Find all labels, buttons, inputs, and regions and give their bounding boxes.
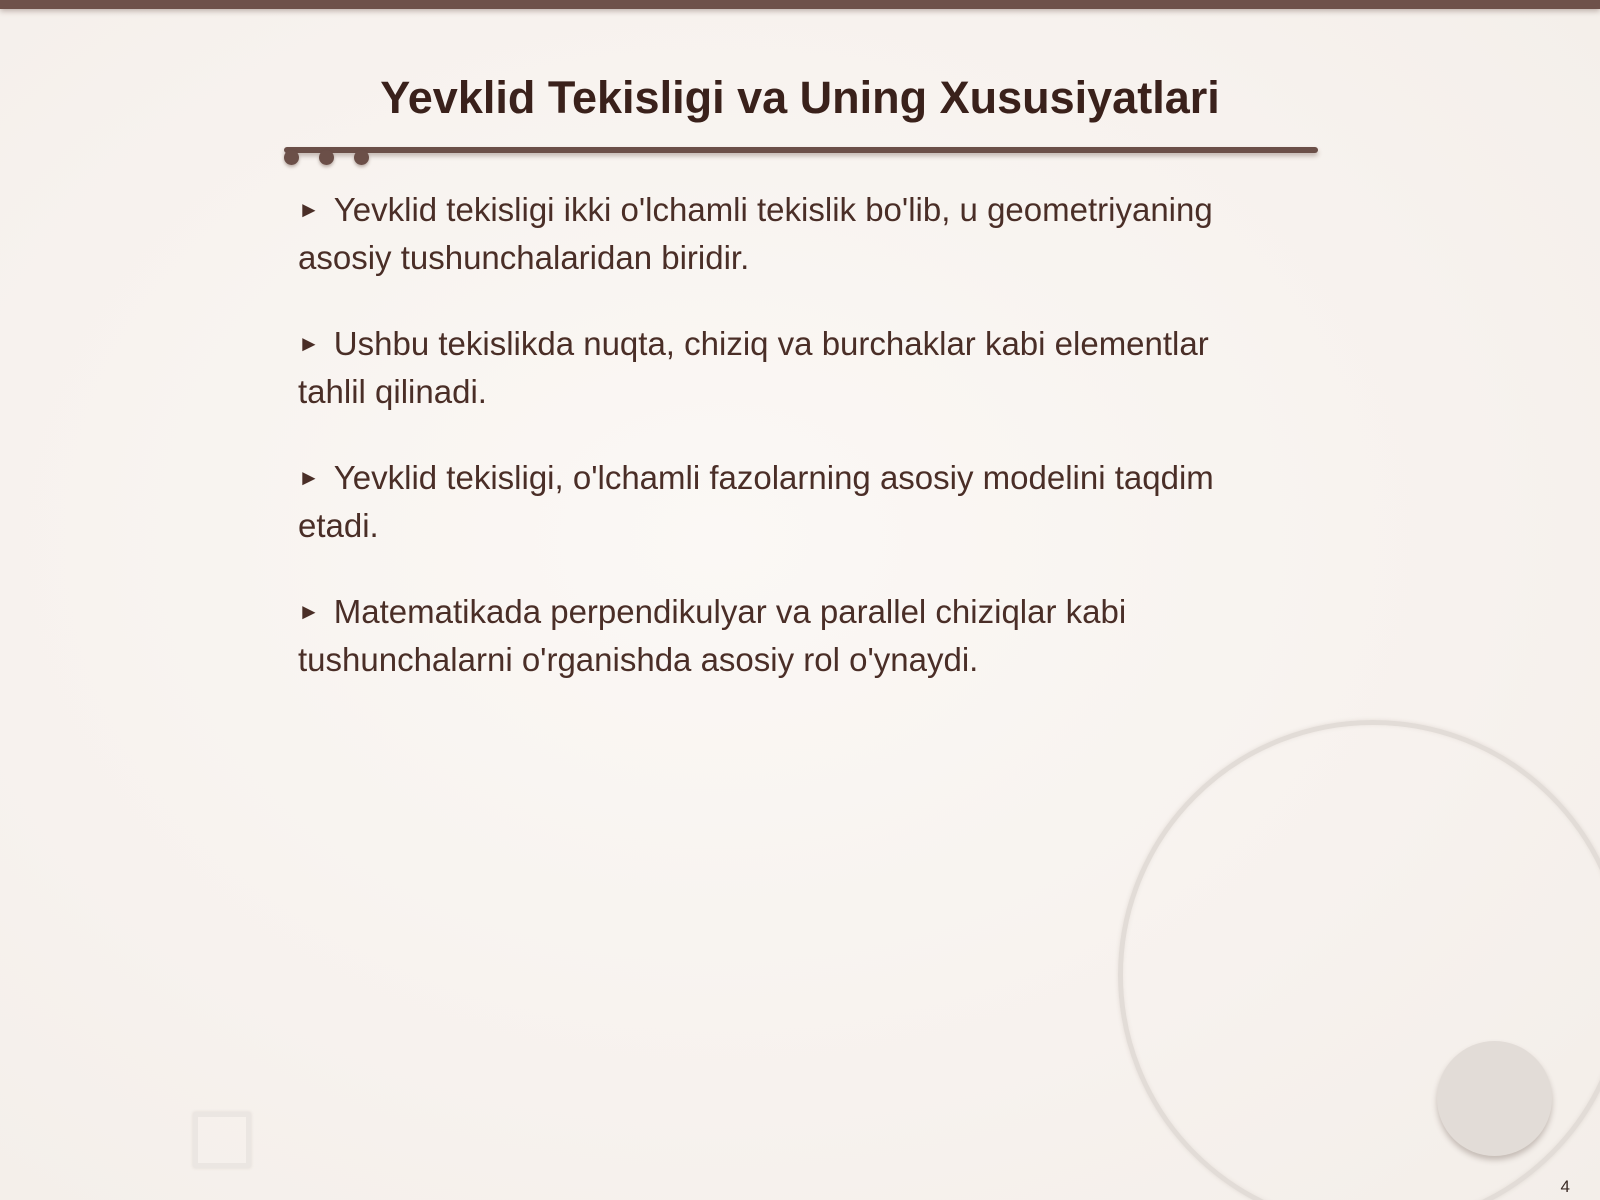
bullet-arrow-icon: ► <box>298 331 320 356</box>
bullet-list <box>298 186 1258 722</box>
bullet-text: Matematikada perpendikulyar va parallel chiziqlar kabi tushunchalarni o'rganishda asosiy rol o'ynaydi. <box>298 593 1127 678</box>
bullet-item <box>298 186 1258 282</box>
bullet-arrow-icon: ► <box>298 197 320 222</box>
title-underline <box>284 147 1318 153</box>
slide-title: Yevklid Tekisligi va Uning Xususiyatlari <box>380 72 1220 123</box>
bullet-arrow-icon: ► <box>298 465 320 490</box>
decorative-small-circle <box>1437 1041 1552 1156</box>
bullet-arrow-icon: ► <box>298 599 320 624</box>
decorative-dot-1 <box>284 150 299 165</box>
bullet-text: Yevklid tekisligi, o'lchamli fazolarning asosiy modelini taqdim etadi. <box>298 459 1214 544</box>
bullet-text: Ushbu tekislikda nuqta, chiziq va burchaklar kabi elementlar tahlil qilinadi. <box>298 325 1209 410</box>
top-accent-band <box>0 0 1600 9</box>
decorative-dot-2 <box>319 150 334 165</box>
bullet-item <box>298 454 1258 550</box>
bullet-item <box>298 588 1258 684</box>
bullet-text: Yevklid tekisligi ikki o'lchamli tekislik bo'lib, u geometriyaning asosiy tushunchalaridan biridir. <box>298 191 1213 276</box>
decorative-dot-3 <box>354 150 369 165</box>
decorative-square <box>193 1112 251 1168</box>
bullet-item <box>298 320 1258 416</box>
page-number: 4 <box>1560 1177 1570 1196</box>
